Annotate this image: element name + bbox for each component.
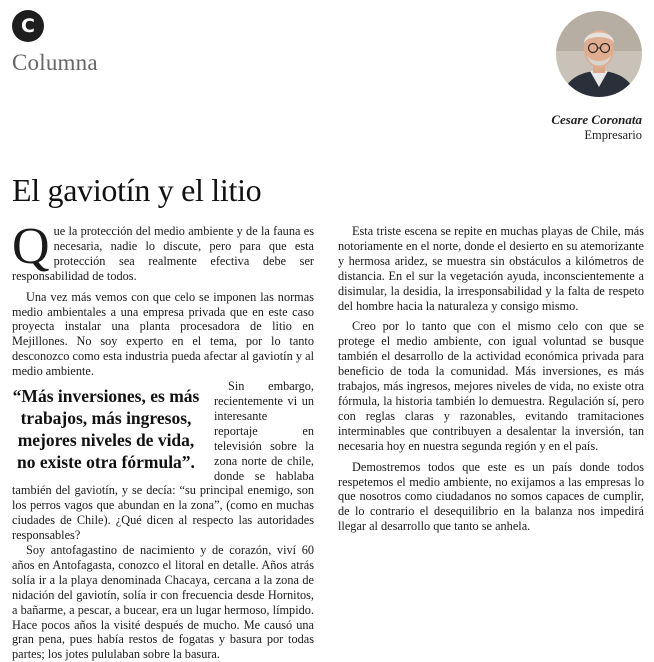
author-role: Empresario <box>584 128 642 142</box>
article-column-right <box>338 224 644 534</box>
author-name: Cesare Coronata <box>551 112 642 127</box>
article-title: El gaviotín y el litio <box>12 172 262 208</box>
paragraph-4: Soy antofagastino de nacimiento y de corazón, viví 60 años en Antofagasta, conozco el litoral en detalle. Años atrás solía ir a la playa denominada Chacaya, cercana a la zona de nidación del gaviotín, solía ir con frecuencia desde Hornitos, a bañarme, a pescar, a bucear, era un lugar hermoso, límpido. Hace pocos años la visité después de mucho. Me causó una gran pena, pues había restos de fogatas y basura por todas partes; los jotes pululaban sobre la basura. <box>12 543 314 662</box>
section-badge: C <box>12 10 44 42</box>
section-label: Columna <box>12 50 98 75</box>
pull-quote: “Más inversiones, es más trabajos, más ingresos, mejores niveles de vida, no existe otra fórmula”. <box>12 386 200 473</box>
drop-cap: Q <box>12 218 50 275</box>
paragraph-1 <box>12 218 314 284</box>
paragraph-3: Sin embargo, recientemente vi un interesante reportaje en televisión sobre la zona norte de chile, donde se hablaba también del gaviotín, y se decía: “su principal enemigo, son los perros vagos que abundan en la zona”, (como en muchas ciudades de Chile). ¿Qué dicen al respecto las autoridades responsables? <box>12 379 314 543</box>
paragraph-6: Creo por lo tanto que con el mismo celo con que se protege el medio ambiente, con igual voluntad se busque también el desarrollo de la actividad económica privada para beneficio de toda la comunidad. Más inversiones, es más trabajos, más ingresos, mejores niveles de vida, no existe otra fórmula, la historia también lo demuestra. Regulación sí, pero con reglas claras y razonables, evitando tramitaciones interminables que contribuyen a desalentar la inversión, tan necesaria hoy en nuestra segunda región y en el país. <box>338 319 644 453</box>
author-photo <box>556 11 642 97</box>
paragraph-7: Demostremos todos que este es un país donde todos respetemos el medio ambiente, no exijamos a las empresas lo que nosotros como ciudadanos no somos capaces de cumplir, de lo contrario el desequilibrio en la balanza nos impedirá llegar al desarrollo que tanto se anhela. <box>338 459 644 534</box>
paragraph-2: Una vez más vemos con que celo se imponen las normas medio ambientales a una empresa privada que en este caso proyecta instalar una planta procesadora de litio en Mejillones. No soy experto en el tema, por lo tanto desconozco como esta industria pueda afectar al gaviotín y al medio ambiente. <box>12 289 314 379</box>
paragraph-1-text: ue la protección del medio ambiente y de la fauna es necesaria, nadie lo discute, pero para que esta protección sea realmente efectiva debe ser responsabilidad de todos. <box>12 224 314 283</box>
paragraph-5: Esta triste escena se repite en muchas playas de Chile, más notoriamente en el norte, donde el desierto en su atemorizante y hermosa aridez, se muestra sin obstáculos a kilómetros de distancia. En el sur la vegetación ayuda, inconscientemente a disimular, la desidia, la irresponsabilidad y la falta de respeto del hombre hacia la naturaleza y consigo mismo. <box>338 224 644 313</box>
article-column-left <box>12 218 314 662</box>
